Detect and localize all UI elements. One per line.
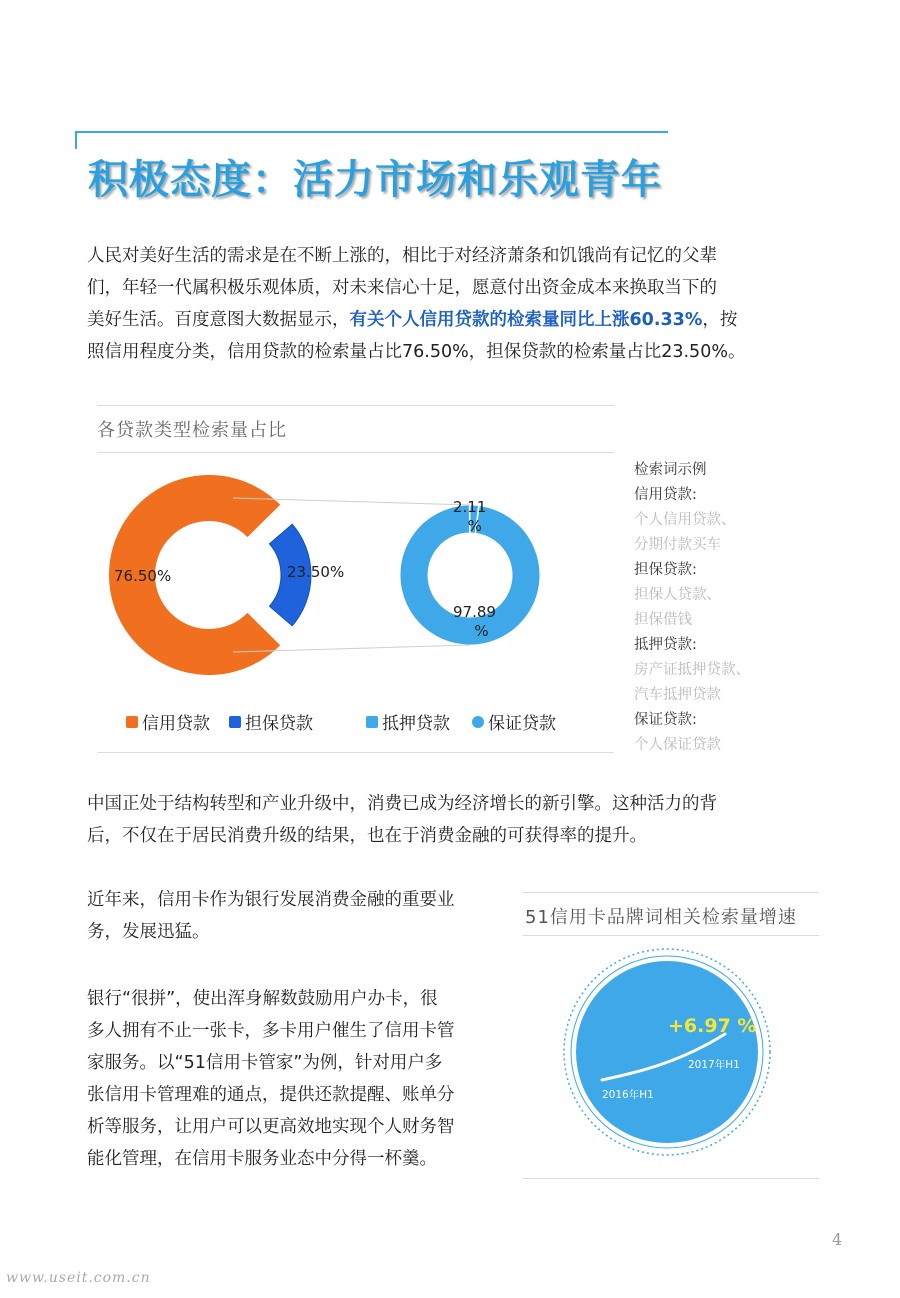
chart2-title: 51信用卡品牌词相关检索量增速 <box>525 907 797 928</box>
chart1-title-rule <box>97 452 614 453</box>
chart1-top-rule <box>97 405 614 406</box>
legend-mortgage <box>366 709 450 734</box>
intro-paragraph <box>87 240 745 368</box>
guarantee-bond-percent-value: 97.89 <box>453 603 496 621</box>
credit-percent-label: 76.50% <box>114 567 172 585</box>
term-example: 汽车抵押贷款 <box>634 687 721 703</box>
legend-guarantee-label: 担保贷款 <box>245 714 313 734</box>
guarantee-bond-percent-label <box>453 603 496 641</box>
chart2-disc <box>576 961 758 1143</box>
bank-line-6: 能化管理，在信用卡服务业态中分得一杯羹。 <box>87 1149 437 1169</box>
guarantee-percent-label: 23.50% <box>287 563 345 581</box>
heading-rule-top <box>75 131 668 133</box>
credit-card-line-1: 近年来，信用卡作为银行发展消费金融的重要业 <box>87 890 455 910</box>
term-example: 个人信用贷款、 <box>634 512 736 528</box>
heading-rule-left <box>75 131 77 149</box>
search-term-header: 检索词示例 <box>634 462 707 478</box>
legend-credit-label: 信用贷款 <box>142 714 210 734</box>
legend-guarantee-bond <box>472 709 556 734</box>
term-example: 分期付款买车 <box>634 537 721 553</box>
mortgage-percent-sign: % <box>467 517 482 535</box>
chart1-title: 各贷款类型检索量占比 <box>97 420 287 441</box>
intro-line-3 <box>87 304 745 336</box>
bank-line-3: 家服务。以“51信用卡管家”为例，针对用户多 <box>87 1053 443 1073</box>
consumption-paragraph <box>87 788 717 852</box>
chart2-bottom-rule <box>523 1178 819 1179</box>
page-number: 4 <box>832 1230 843 1249</box>
chart2-start-label: 2016年H1 <box>602 1089 654 1101</box>
mortgage-percent-value: 2.11 <box>453 498 487 516</box>
intro-line-1: 人民对美好生活的需求是在不断上涨的，相比于对经济萧条和饥饿尚有记忆的父辈 <box>87 246 717 266</box>
guarantee-bond-percent-sign: % <box>474 622 489 640</box>
bank-paragraph <box>87 983 455 1175</box>
term-group-name: 保证贷款: <box>634 712 697 728</box>
chart1-plot <box>97 460 617 700</box>
term-group-name: 抵押贷款: <box>634 637 697 653</box>
chart2-title-rule <box>523 935 819 936</box>
watermark: www.useit.com.cn <box>6 1270 151 1286</box>
legend-guarantee-swatch <box>229 716 241 728</box>
bank-line-5: 析等服务，让用户可以更高效地实现个人财务智 <box>87 1117 455 1137</box>
consumption-line-2: 后，不仅在于居民消费升级的结果，也在于消费金融的可获得率的提升。 <box>87 826 647 846</box>
term-example: 担保借钱 <box>634 612 692 628</box>
term-group-name: 信用贷款: <box>634 487 697 503</box>
intro-line-2: 们，年轻一代属积极乐观体质，对未来信心十足，愿意付出资金成本来换取当下的 <box>87 278 717 298</box>
consumption-line-1: 中国正处于结构转型和产业升级中，消费已成为经济增长的新引擎。这种活力的背 <box>87 794 717 814</box>
page-title: 积极态度：活力市场和乐观青年 <box>88 157 662 203</box>
legend-guarantee <box>229 709 313 734</box>
term-group-name: 担保贷款: <box>634 562 697 578</box>
term-example: 个人保证贷款 <box>634 737 721 753</box>
intro-line-4: 照信用程度分类，信用贷款的检索量占比76.50%，担保贷款的检索量占比23.50%。 <box>87 342 746 362</box>
legend-credit-swatch <box>126 716 138 728</box>
legend-guarantee-bond-label: 保证贷款 <box>488 714 556 734</box>
search-term-examples <box>634 458 750 758</box>
credit-card-paragraph <box>87 884 455 948</box>
intro-highlight: 有关个人信用贷款的检索量同比上涨60.33% <box>349 310 703 330</box>
term-example: 担保人贷款、 <box>634 587 721 603</box>
intro-line-3-pre: 美好生活。百度意图大数据显示， <box>87 310 350 330</box>
intro-line-3-post: ，按 <box>702 310 738 330</box>
legend-credit <box>126 709 210 734</box>
credit-card-line-2: 务，发展迅猛。 <box>87 922 210 942</box>
bank-line-1: 银行“很拼”，使出浑身解数鼓励用户办卡，很 <box>87 989 438 1009</box>
legend-mortgage-label: 抵押贷款 <box>382 714 450 734</box>
chart2-growth-value: +6.97 % <box>668 1015 757 1037</box>
bank-line-4: 张信用卡管理难的通点，提供还款提醒、账单分 <box>87 1085 455 1105</box>
mortgage-percent-label <box>453 498 486 536</box>
term-example: 房产证抵押贷款、 <box>634 662 750 678</box>
chart2-top-rule <box>523 892 819 893</box>
legend-mortgage-swatch <box>366 716 378 728</box>
legend-guarantee-bond-swatch <box>472 716 484 728</box>
chart2-end-label: 2017年H1 <box>688 1059 740 1071</box>
bank-line-2: 多人拥有不止一张卡，多卡用户催生了信用卡管 <box>87 1021 455 1041</box>
chart2-graphic <box>560 942 780 1162</box>
chart1-bottom-rule <box>97 752 614 753</box>
